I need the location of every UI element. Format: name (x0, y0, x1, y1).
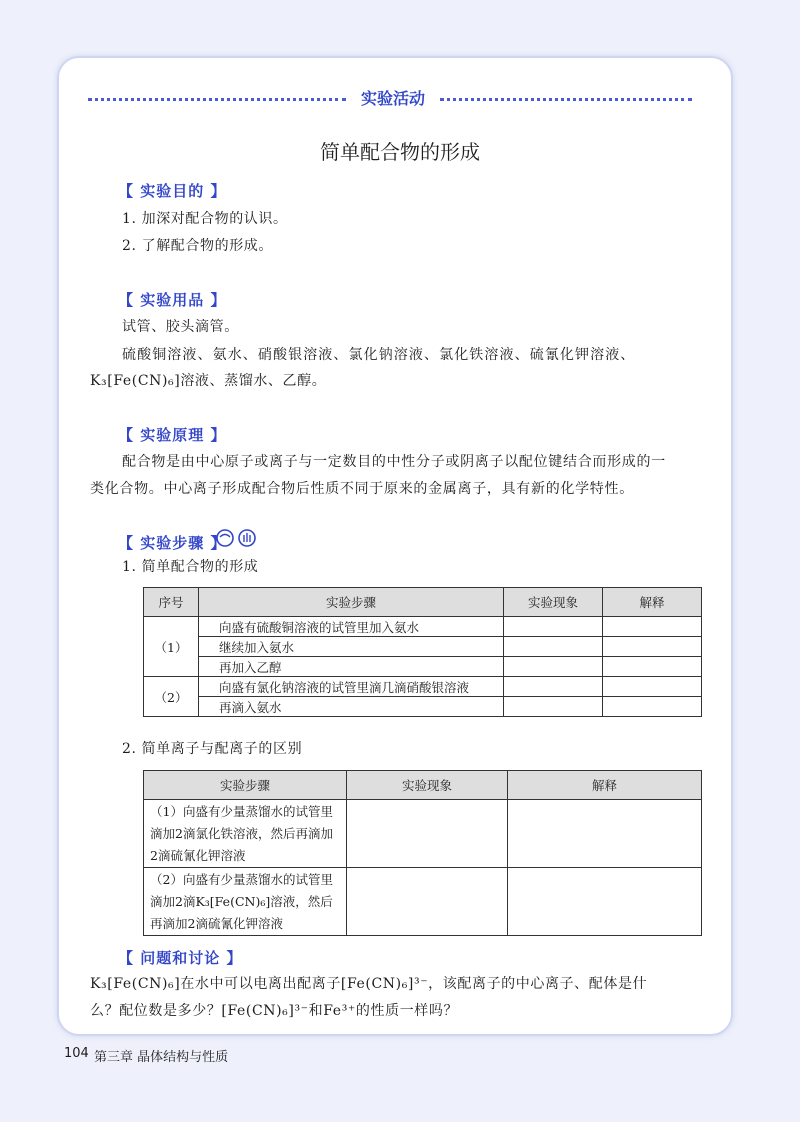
table-row (144, 617, 702, 637)
table-row (144, 677, 702, 697)
table1-phenomenon-cell (504, 657, 603, 677)
table2-header-explain: 解释 (508, 771, 702, 800)
table1-step: 向盛有氯化钠溶液的试管里滴几滴硝酸银溶液 (199, 677, 504, 697)
purpose-heading: 【 实验目的 】 (118, 182, 227, 200)
discussion-heading: 【 问题和讨论 】 (118, 949, 243, 967)
steps-heading: 【 实验步骤 】 (118, 534, 227, 552)
steps-sub-1: 1. 简单配合物的形成 (122, 559, 259, 575)
formation-table (143, 587, 702, 717)
header-dots-right (440, 98, 692, 101)
supplies-line-3: K₃[Fe(CN)₆]溶液、蒸馏水、乙醇。 (90, 373, 327, 389)
table2-explain-cell (508, 800, 702, 868)
table1-explain-cell (603, 637, 702, 657)
discussion-line-1: K₃[Fe(CN)₆]在水中可以电离出配离子[Fe(CN)₆]³⁻，该配离子的中心离子、配体是什 (90, 976, 648, 992)
table1-phenomenon-cell (504, 617, 603, 637)
experiment-icons (215, 528, 263, 548)
discussion-line-2: 么？配位数是多少？[Fe(CN)₆]³⁻和Fe³⁺的性质一样吗？ (90, 1003, 459, 1019)
distinction-table (143, 770, 702, 936)
table2-explain-cell (508, 868, 702, 936)
supplies-line-2: 硫酸铜溶液、氨水、硝酸银溶液、氯化钠溶液、氯化铁溶液、硫氰化钾溶液、 (122, 347, 636, 363)
table2-phenomenon-cell (347, 800, 508, 868)
page-title: 简单配合物的形成 (320, 140, 480, 164)
table1-header-explain: 解释 (603, 588, 702, 617)
supplies-heading: 【 实验用品 】 (118, 291, 227, 309)
purpose-item-1: 1. 加深对配合物的认识。 (122, 211, 288, 227)
table1-explain-cell (603, 677, 702, 697)
table2-header-phenomenon: 实验现象 (347, 771, 508, 800)
table-row (144, 637, 702, 657)
steps-sub-2: 2. 简单离子与配离子的区别 (122, 741, 303, 757)
table1-header-phenomenon: 实验现象 (504, 588, 603, 617)
table1-phenomenon-cell (504, 697, 603, 717)
table2-header-step: 实验步骤 (144, 771, 347, 800)
principle-heading: 【 实验原理 】 (118, 426, 227, 444)
goggles-icon (217, 530, 233, 546)
table2-step: （2）向盛有少量蒸馏水的试管里滴加2滴K₃[Fe(CN)₆]溶液，然后再滴加2滴硫氰化钾溶液 (144, 868, 347, 936)
table-row (144, 657, 702, 677)
table1-step: 再滴入氨水 (199, 697, 504, 717)
table1-group1-no: （1） (144, 617, 199, 677)
table1-header-no: 序号 (144, 588, 199, 617)
table1-phenomenon-cell (504, 637, 603, 657)
table-row (144, 697, 702, 717)
table1-explain-cell (603, 617, 702, 637)
table1-step: 再加入乙醇 (199, 657, 504, 677)
principle-line-1: 配合物是由中心原子或离子与一定数目的中性分子或阴离子以配位键结合而形成的一 (122, 454, 666, 470)
table2-step: （1）向盛有少量蒸馏水的试管里滴加2滴氯化铁溶液，然后再滴加2滴硫氰化钾溶液 (144, 800, 347, 868)
activity-label: 实验活动 (360, 89, 425, 108)
table1-group2-no: （2） (144, 677, 199, 717)
table2-phenomenon-cell (347, 868, 508, 936)
supplies-line-1: 试管、胶头滴管。 (122, 319, 239, 335)
table1-step: 继续加入氨水 (199, 637, 504, 657)
table1-phenomenon-cell (504, 677, 603, 697)
table1-step: 向盛有硫酸铜溶液的试管里加入氨水 (199, 617, 504, 637)
table1-header-step: 实验步骤 (199, 588, 504, 617)
principle-line-2: 类化合物。中心离子形成配合物后性质不同于原来的金属离子，具有新的化学特性。 (90, 481, 634, 497)
page-number: 104 (64, 1046, 89, 1061)
table-row (144, 800, 702, 868)
activity-header (88, 86, 692, 112)
table-row (144, 868, 702, 936)
header-dots-left (88, 98, 346, 101)
table1-explain-cell (603, 657, 702, 677)
purpose-item-2: 2. 了解配合物的形成。 (122, 238, 274, 254)
table1-explain-cell (603, 697, 702, 717)
chapter-label: 第三章 晶体结构与性质 (94, 1050, 229, 1065)
